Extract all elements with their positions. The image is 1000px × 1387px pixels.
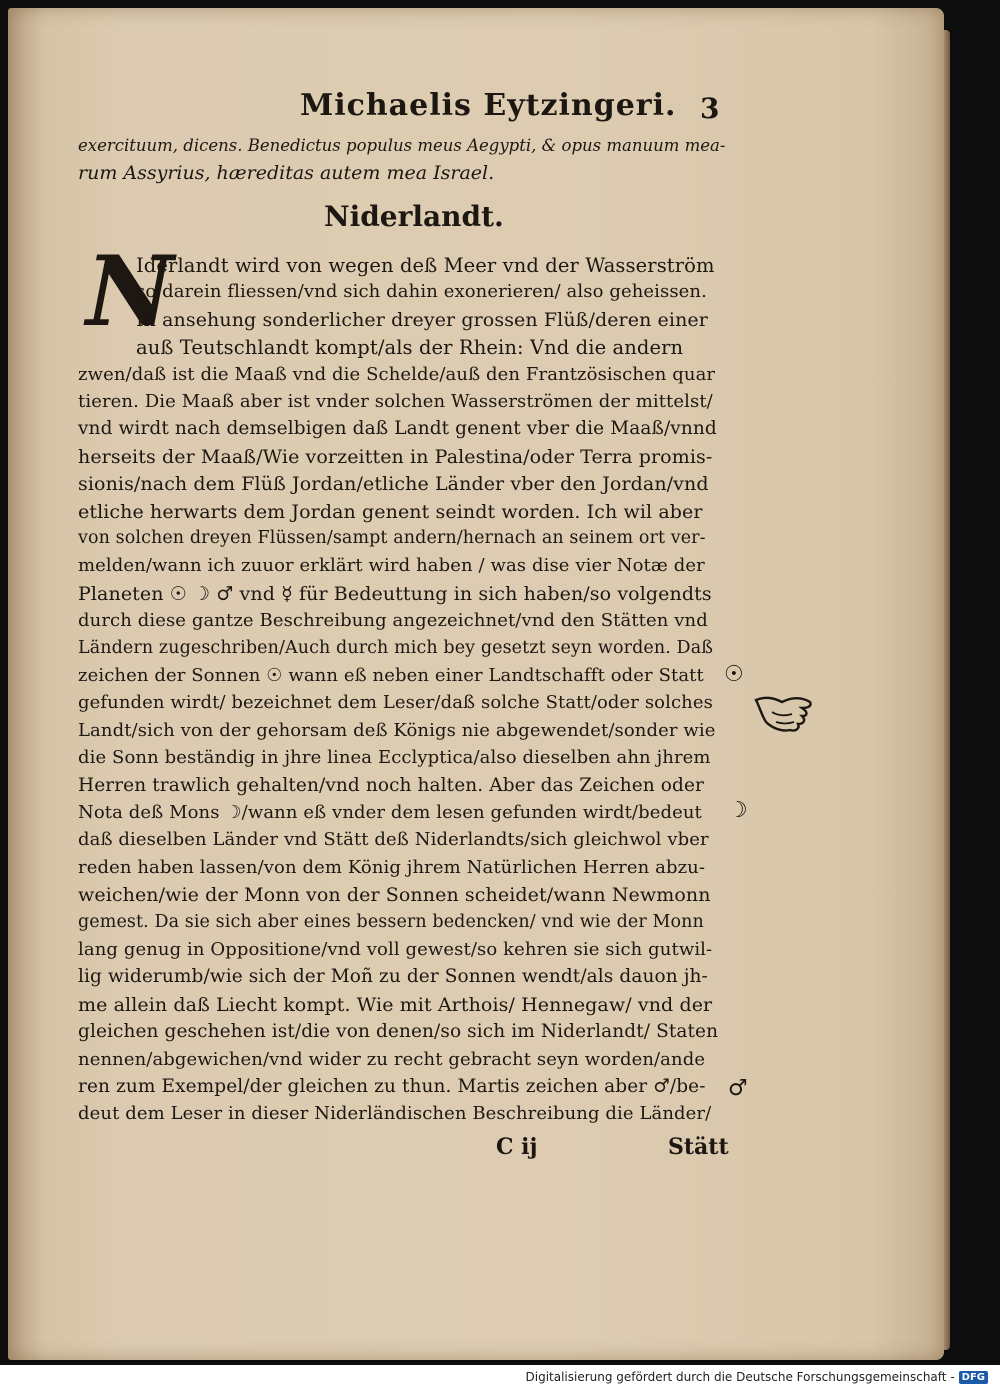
page-edge: [944, 30, 950, 1350]
body-line: Nota deß Mons ☽/wann eß vnder dem lesen gefunden wirdt/bedeut: [78, 802, 702, 823]
body-line: lang genug in Oppositione/vnd voll gewest/so kehren sie sich gutwil-: [78, 939, 713, 960]
dfg-logo: DFG: [959, 1371, 988, 1384]
body-line: von solchen dreyen Flüssen/sampt andern/hernach an seinem ort ver-: [78, 528, 706, 548]
pointing-hand-icon: [752, 682, 816, 742]
latin-quote-line-2: rum Assyrius, hæreditas autem mea Israel.: [78, 162, 495, 184]
body-line: gemest. Da sie sich aber eines bessern bedencken/ vnd wie der Monn: [78, 911, 704, 932]
body-line: nennen/abgewichen/vnd wider zu recht gebracht seyn worden/ande: [78, 1048, 706, 1070]
body-line: lig widerumb/wie sich der Moñ zu der Sonnen wendt/als dauon jh-: [78, 966, 708, 988]
digitization-footer: [526, 1370, 989, 1384]
body-line: melden/wann ich zuuor erklärt wird haben / was dise vier Notæ der: [78, 555, 705, 577]
body-line: me allein daß Liecht kompt. Wie mit Arthois/ Hennegaw/ vnd der: [78, 993, 713, 1016]
footer-credit: Digitalisierung gefördert durch die Deutsche Forschungsgemeinschaft -: [525, 1370, 955, 1384]
running-head: Michaelis Eytzingeri.: [300, 88, 677, 123]
section-title: Niderlandt.: [324, 200, 504, 233]
body-line: so darein fliessen/vnd sich dahin exonerieren/ also geheissen.: [136, 281, 707, 303]
body-line: gleichen geschehen ist/die von denen/so sich im Niderlandt/ Staten: [78, 1021, 719, 1043]
body-line: etliche herwarts dem Jordan genent seindt worden. Ich wil aber: [78, 500, 703, 523]
body-line: gefunden wirdt/ bezeichnet dem Leser/daß solche Statt/oder solches: [78, 692, 713, 714]
body-line: die Sonn beständig in jhre linea Ecclyptica/also dieselben ahn jhrem: [78, 747, 711, 769]
body-line: sionis/nach dem Flüß Jordan/etliche Länder vber den Jordan/vnd: [78, 473, 709, 496]
margin-moon-symbol: ☽: [728, 798, 748, 823]
body-line: vnd wirdt nach demselbigen daß Landt genent vber die Maaß/vnnd: [78, 418, 717, 440]
body-line: Herren trawlich gehalten/vnd noch halten. Aber das Zeichen oder: [78, 774, 704, 796]
body-line: zwen/daß ist die Maaß vnd die Schelde/auß den Frantzösischen quar: [78, 363, 716, 385]
body-line: auß Teutschlandt kompt/als der Rhein: Vnd die andern: [136, 336, 684, 360]
book-page: [8, 8, 944, 1360]
catchword: Stätt: [668, 1134, 729, 1160]
margin-mars-symbol: ♂: [728, 1076, 748, 1101]
body-line: deut dem Leser in dieser Niderländischen Beschreibung die Länder/: [78, 1103, 712, 1125]
body-line: Landt/sich von der gehorsam deß Königs nie abgewendet/sonder wie: [78, 719, 716, 741]
body-line: reden haben lassen/von dem König jhrem Natürlichen Herren abzu-: [78, 856, 706, 878]
body-line: ren zum Exempel/der gleichen zu thun. Martis zeichen aber ♂/be-: [78, 1076, 706, 1097]
body-line: daß dieselben Länder vnd Stätt deß Niderlandts/sich gleichwol vber: [78, 829, 709, 851]
page-number: 3: [700, 92, 720, 125]
decorated-initial: N: [86, 235, 174, 348]
body-line: In ansehung sonderlicher dreyer grossen Flüß/deren einer: [136, 308, 708, 331]
body-line: durch diese gantze Beschreibung angezeichnet/vnd den Stätten vnd: [78, 610, 708, 632]
body-line: Ländern zugeschriben/Auch durch mich bey gesetzt seyn worden. Daß: [78, 637, 714, 658]
body-line: Iderlandt wird von wegen deß Meer vnd der Wasserström: [136, 254, 715, 277]
body-line: herseits der Maaß/Wie vorzeitten in Palestina/oder Terra promis-: [78, 445, 713, 468]
body-line: Planeten ☉ ☽ ♂ vnd ☿ für Bedeuttung in sich haben/so volgendts: [78, 582, 712, 605]
body-line: zeichen der Sonnen ☉ wann eß neben einer Landtschafft oder Statt: [78, 665, 704, 686]
body-line: weichen/wie der Monn von der Sonnen scheidet/wann Newmonn: [78, 884, 711, 907]
signature-mark: C ij: [496, 1134, 538, 1160]
margin-sun-symbol: ☉: [724, 662, 744, 687]
latin-quote-line-1: exercituum, dicens. Benedictus populus meus Aegypti, & opus manuum mea-: [78, 136, 726, 155]
body-line: tieren. Die Maaß aber ist vnder solchen Wasserströmen der mittelst/: [78, 391, 713, 412]
